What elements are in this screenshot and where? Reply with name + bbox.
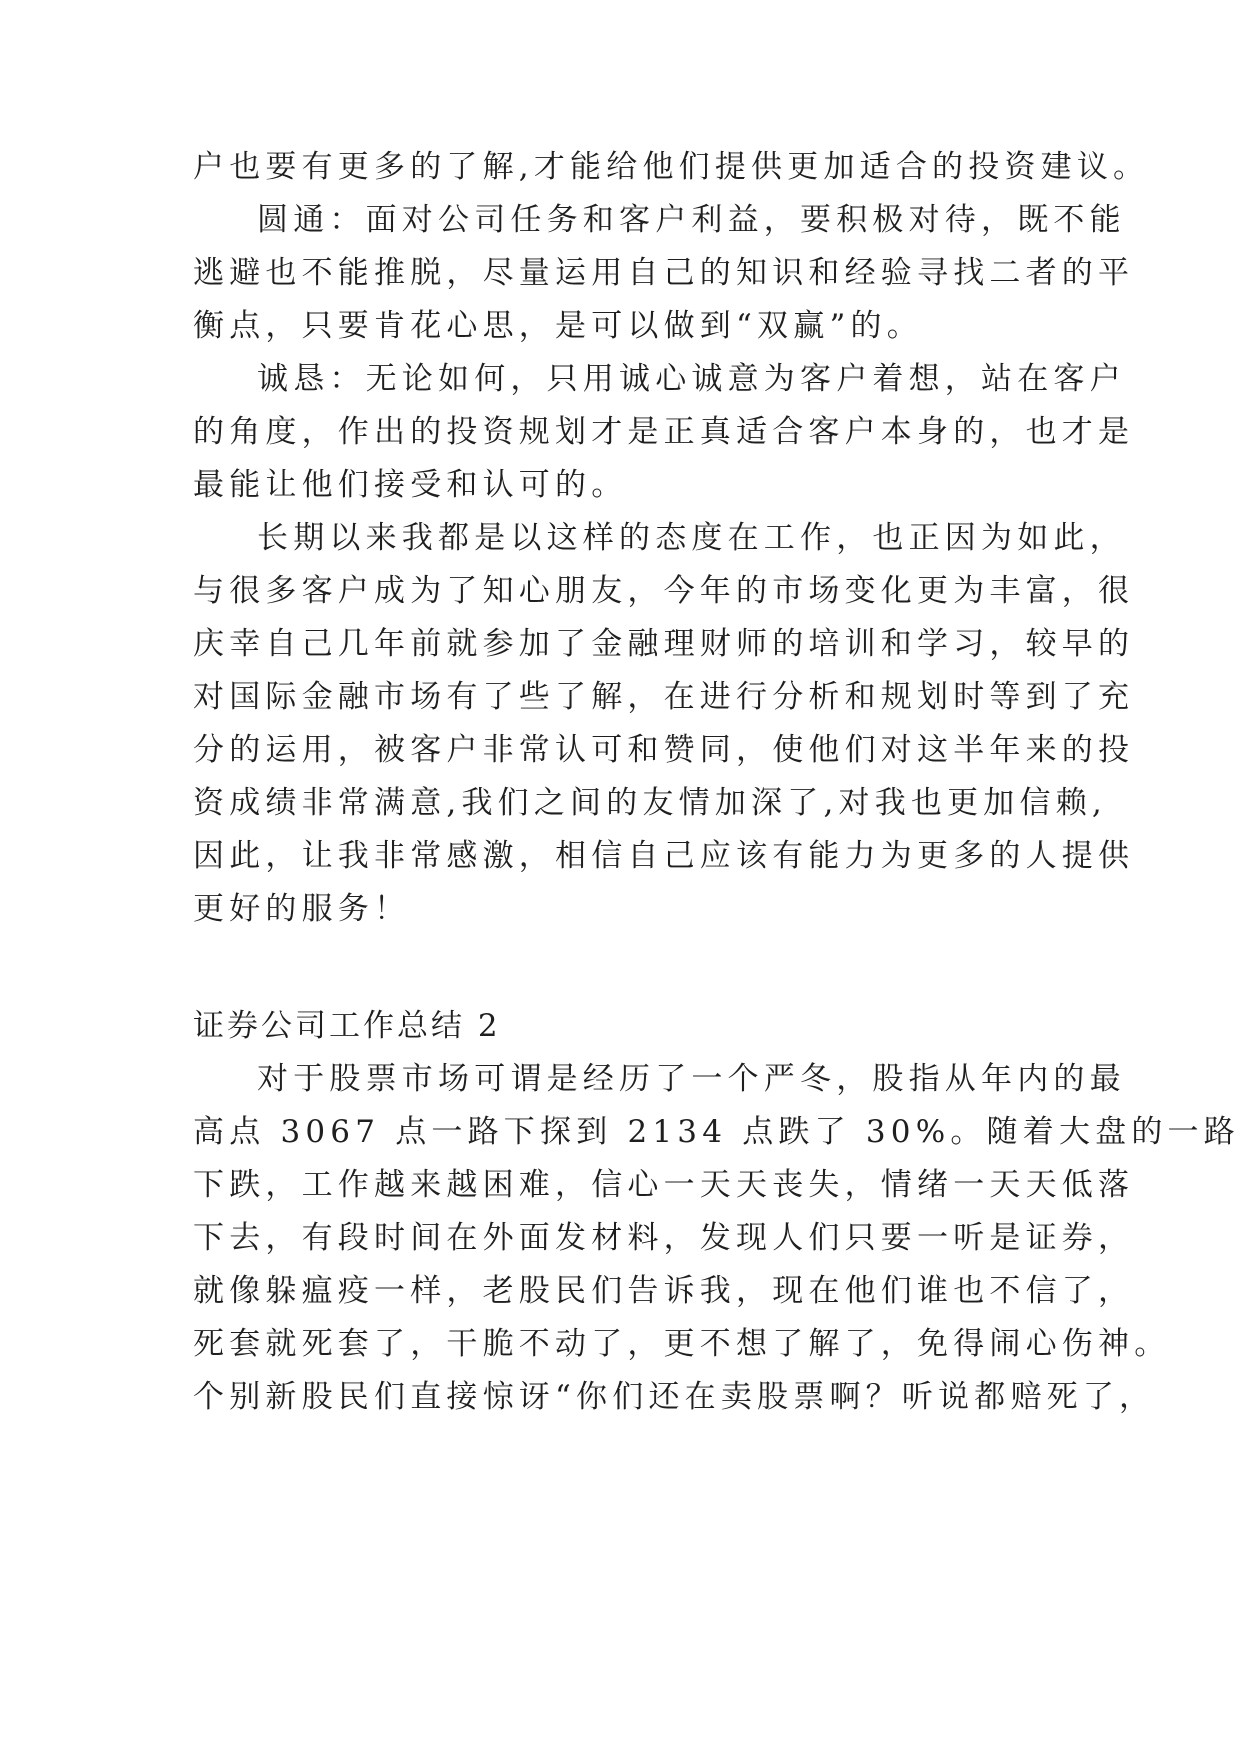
paragraph-line: 诚恳：无论如何，只用诚心诚意为客户着想，站在客户	[257, 361, 1126, 397]
paragraph-line: 对于股票市场可谓是经历了一个严冬，股指从年内的最	[257, 1061, 1126, 1097]
paragraph-line: 的角度，作出的投资规划才是正真适合客户本身的，也才是	[193, 414, 1135, 450]
paragraph-line: 下跌，工作越来越困难，信心一天天丧失，情绪一天天低落	[193, 1167, 1135, 1203]
paragraph-line: 高点 3067 点一路下探到 2134 点跌了 30%。随着大盘的一路	[193, 1114, 1240, 1150]
paragraph-line: 逃避也不能推脱，尽量运用自己的知识和经验寻找二者的平	[193, 255, 1135, 291]
paragraph-line: 分的运用，被客户非常认可和赞同，使他们对这半年来的投	[193, 732, 1135, 768]
paragraph-line: 因此，让我非常感激，相信自己应该有能力为更多的人提供	[193, 838, 1135, 874]
paragraph-line: 对国际金融市场有了些了解，在进行分析和规划时等到了充	[193, 679, 1135, 715]
paragraph-line: 死套就死套了，干脆不动了，更不想了解了，免得闹心伤神。	[193, 1326, 1171, 1362]
paragraph-line: 个别新股民们直接惊讶“你们还在卖股票啊？听说都赔死了，	[193, 1379, 1156, 1415]
paragraph-line: 庆幸自己几年前就参加了金融理财师的培训和学习，较早的	[193, 626, 1135, 662]
paragraph-line: 资成绩非常满意,我们之间的友情加深了,对我也更加信赖,	[193, 785, 1107, 821]
paragraph-line: 更好的服务！	[193, 891, 411, 927]
paragraph-line: 户也要有更多的了解,才能给他们提供更加适合的投资建议。	[193, 149, 1150, 185]
paragraph-line: 与很多客户成为了知心朋友，今年的市场变化更为丰富，很	[193, 573, 1135, 609]
paragraph-line: 最能让他们接受和认可的。	[193, 467, 628, 503]
paragraph-line: 下去，有段时间在外面发材料，发现人们只要一听是证券，	[193, 1220, 1135, 1256]
paragraph-line: 就像躲瘟疫一样，老股民们告诉我，现在他们谁也不信了，	[193, 1273, 1135, 1309]
paragraph-line: 衡点，只要肯花心思，是可以做到“双赢”的。	[193, 308, 923, 344]
section-title: 证券公司工作总结 2	[193, 1008, 501, 1044]
paragraph-line: 圆通：面对公司任务和客户利益，要积极对待，既不能	[257, 202, 1126, 238]
paragraph-line: 长期以来我都是以这样的态度在工作，也正因为如此，	[257, 520, 1126, 556]
